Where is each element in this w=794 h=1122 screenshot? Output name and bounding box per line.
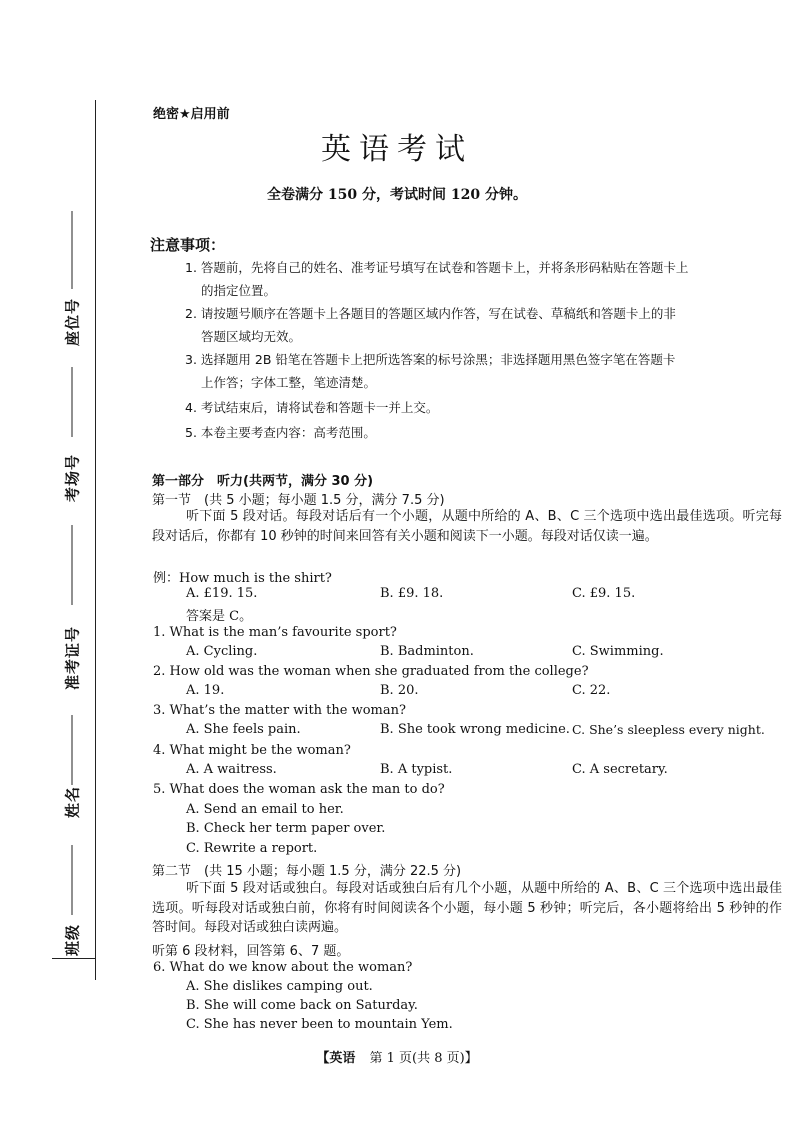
note-line: 答题区域均无效。 [201, 329, 302, 344]
q1-option-b: B. Badminton. [380, 644, 474, 659]
exam-room-label: 考场号 [63, 453, 82, 503]
name-blank[interactable] [72, 715, 73, 785]
q2-option-a: A. 19. [186, 683, 225, 698]
q3-option-b: B. She took wrong medicine. [380, 722, 570, 737]
example-question: 例：How much is the shirt? [153, 571, 332, 586]
section2-heading: 第二节 (共 15 小题；每小题 1.5 分，满分 22.5 分) [152, 864, 462, 879]
note-item-3 [185, 348, 775, 394]
q6-option-a: A. She dislikes camping out. [186, 979, 373, 994]
question-6: 6. What do we know about the woman? [153, 960, 413, 975]
note-line: 4. 考试结束后，请将试卷和答题卡一并上交。 [185, 400, 439, 415]
example-option-c: C. £9. 15. [572, 586, 636, 601]
page-footer [0, 1047, 794, 1066]
footer-subject: 【英语 [316, 1051, 356, 1066]
name-label: 姓名 [63, 785, 82, 819]
ticket-number-blank[interactable] [72, 525, 73, 605]
section1-heading: 第一节 (共 5 小题；每小题 1.5 分，满分 7.5 分) [152, 493, 445, 508]
binding-margin-tick [52, 958, 95, 959]
note-line: 5. 本卷主要考查内容：高考范围。 [185, 425, 376, 440]
note-item-2 [185, 302, 775, 348]
q1-option-a: A. Cycling. [186, 644, 258, 659]
q4-option-b: B. A typist. [380, 762, 453, 777]
example-answer: 答案是 C。 [186, 609, 253, 624]
q6-option-c: C. She has never been to mountain Yem. [186, 1017, 453, 1032]
seat-number-label: 座位号 [63, 297, 82, 347]
question-3: 3. What’s the matter with the woman? [153, 703, 406, 718]
exam-room-blank[interactable] [72, 367, 73, 437]
question-2: 2. How old was the woman when she graduated from the college? [153, 664, 589, 679]
example-option-a: A. £19. 15. [186, 586, 258, 601]
ticket-number-label: 准考证号 [63, 625, 82, 691]
example-option-b: B. £9. 18. [380, 586, 444, 601]
top-secret-mark: 绝密★启用前 [153, 107, 230, 122]
question-5: 5. What does the woman ask the man to do? [153, 782, 445, 797]
note-item-4 [185, 396, 775, 419]
q5-option-c: C. Rewrite a report. [186, 841, 318, 856]
material-6-instruction: 听第 6 段材料，回答第 6、7 题。 [152, 944, 350, 959]
page-subtitle: 全卷满分 150 分，考试时间 120 分钟。 [267, 187, 527, 203]
section2-instructions: 听下面 5 段对话或独白。每段对话或独白后有几个小题，从题中所给的 A、B、C 三个选项中选出最佳选项。听每段对话或独白前，你将有时间阅读各个小题，每小题 5 秒钟；听完后，各小题将给出 5 秒钟的作答时间。每段对话或独白读两遍。 [152, 881, 782, 935]
q3-option-c: C. She’s sleepless every night. [572, 722, 765, 737]
notes-heading: 注意事项： [150, 236, 226, 254]
note-item-5 [185, 421, 775, 444]
q6-option-b: B. She will come back on Saturday. [186, 998, 418, 1013]
footer-page-number: 第 1 页(共 8 页)】 [369, 1051, 478, 1066]
class-label: 班级 [63, 923, 82, 957]
q4-option-a: A. A waitress. [186, 762, 277, 777]
note-line: 2. 请按题号顺序在答题卡上各题目的答题区域内作答，写在试卷、草稿纸和答题卡上的非 [185, 306, 676, 321]
q5-option-a: A. Send an email to her. [186, 802, 344, 817]
seat-number-blank[interactable] [72, 211, 73, 289]
note-item-1 [185, 256, 775, 302]
note-line: 3. 选择题用 2B 铅笔在答题卡上把所选答案的标号涂黑；非选择题用黑色签字笔在答题卡 [185, 352, 676, 367]
question-1: 1. What is the man’s favourite sport? [153, 625, 397, 640]
note-line: 1. 答题前，先将自己的姓名、准考证号填写在试卷和答题卡上，并将条形码粘贴在答题卡上 [185, 260, 689, 275]
q3-option-a: A. She feels pain. [186, 722, 301, 737]
q2-option-c: C. 22. [572, 683, 611, 698]
q1-option-c: C. Swimming. [572, 644, 664, 659]
question-4: 4. What might be the woman? [153, 743, 351, 758]
q4-option-c: C. A secretary. [572, 762, 668, 777]
binding-margin-line [95, 100, 96, 980]
class-blank[interactable] [72, 845, 73, 915]
q5-option-b: B. Check her term paper over. [186, 821, 386, 836]
q2-option-b: B. 20. [380, 683, 419, 698]
note-line: 的指定位置。 [201, 283, 277, 298]
note-line: 上作答；字体工整，笔迹清楚。 [201, 375, 377, 390]
section1-instructions: 听下面 5 段对话。每段对话后有一个小题，从题中所给的 A、B、C 三个选项中选出最佳选项。听完每段对话后，你都有 10 秒钟的时间来回答有关小题和阅读下一小题。每段对话仅读一遍。 [152, 509, 782, 544]
page-title: 英语考试 [321, 132, 473, 167]
part1-heading: 第一部分 听力(共两节，满分 30 分) [152, 474, 374, 489]
